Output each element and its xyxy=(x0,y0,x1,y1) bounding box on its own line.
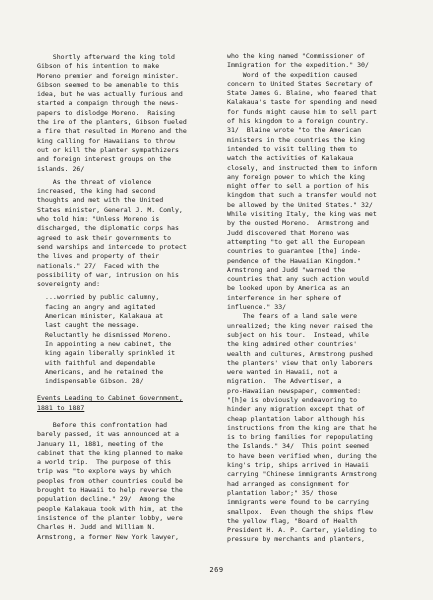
text-line: countries that any such action would xyxy=(227,275,369,284)
text-line: American minister, Kalakaua at xyxy=(45,312,164,321)
text-line: king calling for Hawaiians to throw xyxy=(37,136,175,145)
page-number: 269 xyxy=(209,566,224,574)
text-line: and foreign interest groups on the xyxy=(37,155,172,164)
paragraph-5 xyxy=(227,71,407,313)
text-line: insistence of the planter lobby, were xyxy=(37,513,183,522)
text-line: Shortly afterward the king told xyxy=(37,53,175,61)
text-line: carrying "Chinese immigrants Armstrong xyxy=(227,470,377,479)
text-line: cheap plantation labor although his xyxy=(227,414,365,423)
text-line: ministers in the countries the king xyxy=(227,135,365,144)
text-line: Charles H. Judd and William N. xyxy=(37,523,156,532)
text-line: the Islands." 34/ This point seemed xyxy=(227,442,369,451)
text-line: a world trip. The purpose of this xyxy=(37,458,172,467)
text-line: 1881 to 1887 xyxy=(37,403,85,412)
text-line: watch the activities of Kalakaua xyxy=(227,154,354,163)
paragraph-4 xyxy=(227,52,407,71)
text-line: Judd discovered that Moreno was xyxy=(227,228,350,237)
text-line: the planters' view that only laborers xyxy=(227,358,373,367)
text-line: subject on his tour. Instead, while xyxy=(227,330,369,339)
text-line: As the threat of violence xyxy=(37,177,152,186)
text-line: by the ousted Moreno. Armstrong and xyxy=(227,219,369,228)
text-line: the lives and property of their xyxy=(37,252,160,261)
text-line: immigrants were found to be carrying xyxy=(227,498,369,507)
text-line: barely passed, it was announced at a xyxy=(37,430,179,439)
text-line: the king admired other countries' xyxy=(227,340,358,349)
right-column xyxy=(227,52,407,545)
text-line: population decline." 29/ Among the xyxy=(37,495,175,504)
text-line: Events Leading to Cabinet Government, xyxy=(37,394,183,403)
text-line: possibility of war, intrusion on his xyxy=(37,270,179,279)
text-line: cabinet that the king planned to make xyxy=(37,448,183,457)
paragraph-3 xyxy=(37,421,220,542)
text-line: concern to United States Secretary of xyxy=(227,79,373,88)
text-line: pendence of the Hawaiian Kingdom." xyxy=(227,256,362,265)
text-line: be allowed by the United States." 32/ xyxy=(227,200,373,209)
text-line: nationals." 27/ Faced with the xyxy=(37,261,160,270)
text-line: hinder any migration except that of xyxy=(227,405,365,414)
text-line: instructions from the king are that he xyxy=(227,423,377,432)
text-line: ...worried by public calumny, xyxy=(45,293,160,302)
text-line: Before this confrontation had xyxy=(37,420,168,429)
text-line: brought to Hawaii to help reverse the xyxy=(37,486,183,495)
text-line: pro-Hawaiian newspaper, commented: xyxy=(227,386,362,395)
text-line: indispensable Gibson. 28/ xyxy=(45,377,144,386)
text-line: Americans, and he retained the xyxy=(45,367,164,376)
text-line: discharged, the diplomatic corps has xyxy=(37,224,179,233)
text-line: Armstrong, a former New York lawyer, xyxy=(37,532,179,541)
section-heading xyxy=(37,394,220,413)
text-line: influence." 33/ xyxy=(227,303,287,312)
paragraph-6 xyxy=(227,312,407,544)
text-line: to have been verified when, during the xyxy=(227,451,377,460)
text-line: States minister, General J. M. Comly, xyxy=(37,205,183,214)
text-line: The fears of a land sale were xyxy=(227,312,358,321)
text-line: While visiting Italy, the king was met xyxy=(227,210,377,219)
text-line: State James G. Blaine, who feared that xyxy=(227,89,377,98)
text-line: king again liberally sprinkled it xyxy=(45,349,176,358)
text-line: last caught the message. xyxy=(45,321,140,330)
text-line: facing an angry and agitated xyxy=(45,302,156,311)
text-line: king's trip, ships arrived in Hawaii xyxy=(227,461,369,470)
text-line: be looked upon by America as an xyxy=(227,284,350,293)
text-line: Gibson of his intention to make xyxy=(37,62,160,71)
text-line: Word of the expedition caused xyxy=(227,70,358,79)
text-line: In appointing a new cabinet, the xyxy=(45,339,172,348)
text-line: the yellow flag, "Board of Health xyxy=(227,516,358,525)
text-line: had arranged as consignment for xyxy=(227,479,350,488)
block-quote xyxy=(37,293,220,386)
text-line: papers to dislodge Moreno. Raising xyxy=(37,108,175,117)
text-line: Kalakaua's taste for spending and need xyxy=(227,98,377,107)
text-line: is to bring families for repopulating xyxy=(227,433,373,442)
text-line: thoughts and met with the United xyxy=(37,196,164,205)
text-line: Reluctantly he dismissed Moreno. xyxy=(45,330,172,339)
text-line: pressure by merchants and planters, xyxy=(227,535,365,544)
text-line: a fire that resulted in Moreno and the xyxy=(37,127,187,136)
text-line: wealth and cultures, Armstrong pushed xyxy=(227,349,373,358)
text-line: were wanted in Hawaii, not a xyxy=(227,368,338,377)
text-line: trip was "to explore ways by which xyxy=(37,467,172,476)
left-column xyxy=(37,53,220,542)
text-line: the ire of the planters, Gibson fueled xyxy=(37,118,187,127)
text-line: kingdom that such a transfer would not xyxy=(227,191,377,200)
text-line: started a compaign through the news- xyxy=(37,99,179,108)
text-line: agreed to ask their governments to xyxy=(37,233,172,242)
text-line: "[h]e is obviously endeavoring to xyxy=(227,395,358,404)
text-line: any foreign power to which the king xyxy=(227,172,365,181)
text-line: islands. 26/ xyxy=(37,164,85,173)
text-line: Gibson seemed to be amenable to this xyxy=(37,80,179,89)
text-line: who told him: "Unless Moreno is xyxy=(37,215,160,224)
text-line: Moreno premier and foreign minister. xyxy=(37,71,179,80)
text-line: of his kingdom to a foreign country. xyxy=(227,117,369,126)
text-line: might offer to sell a portion of his xyxy=(227,182,369,191)
text-line: interference in her sphere of xyxy=(227,293,342,302)
text-line: sovereignty and: xyxy=(37,280,101,289)
text-line: countries to guarantee [the] inde- xyxy=(227,247,362,256)
text-line: Immigration for the expedition." 30/ xyxy=(227,61,369,70)
text-line: attempting "to get all the European xyxy=(227,237,365,246)
text-line: January 11, 1881, meeting of the xyxy=(37,439,164,448)
text-line: peoples from other countries could be xyxy=(37,476,183,485)
text-line: closely, and instructed them to inform xyxy=(227,163,377,172)
text-line: 31/ Blaine wrote "to the American xyxy=(227,126,362,135)
paragraph-1 xyxy=(37,53,220,174)
paragraph-2 xyxy=(37,178,220,290)
text-line: unrealized; the king never raised the xyxy=(227,321,373,330)
text-line: migration. The Advertiser, a xyxy=(227,377,342,386)
text-line: people Kalakaua took with him, at the xyxy=(37,504,183,513)
text-line: with faithful and dependable xyxy=(45,358,156,367)
text-line: who the king named "Commissioner of xyxy=(227,52,365,60)
text-line: smallpox. Even though the ships flew xyxy=(227,507,373,516)
text-line: plantation labor;" 35/ those xyxy=(227,488,338,497)
text-line: out or kill the planter sympathizers xyxy=(37,145,179,154)
text-line: intended to visit telling them to xyxy=(227,144,358,153)
text-line: for funds might cause him to sell part xyxy=(227,107,377,116)
text-line: increased, the king had second xyxy=(37,187,156,196)
text-line: President H. A. P. Carter, yielding to xyxy=(227,526,377,535)
text-line: idea, but he was actually furious and xyxy=(37,90,183,99)
text-line: Armstrong and Judd "warned the xyxy=(227,265,346,274)
text-line: send warships and intercede to protect xyxy=(37,242,187,251)
